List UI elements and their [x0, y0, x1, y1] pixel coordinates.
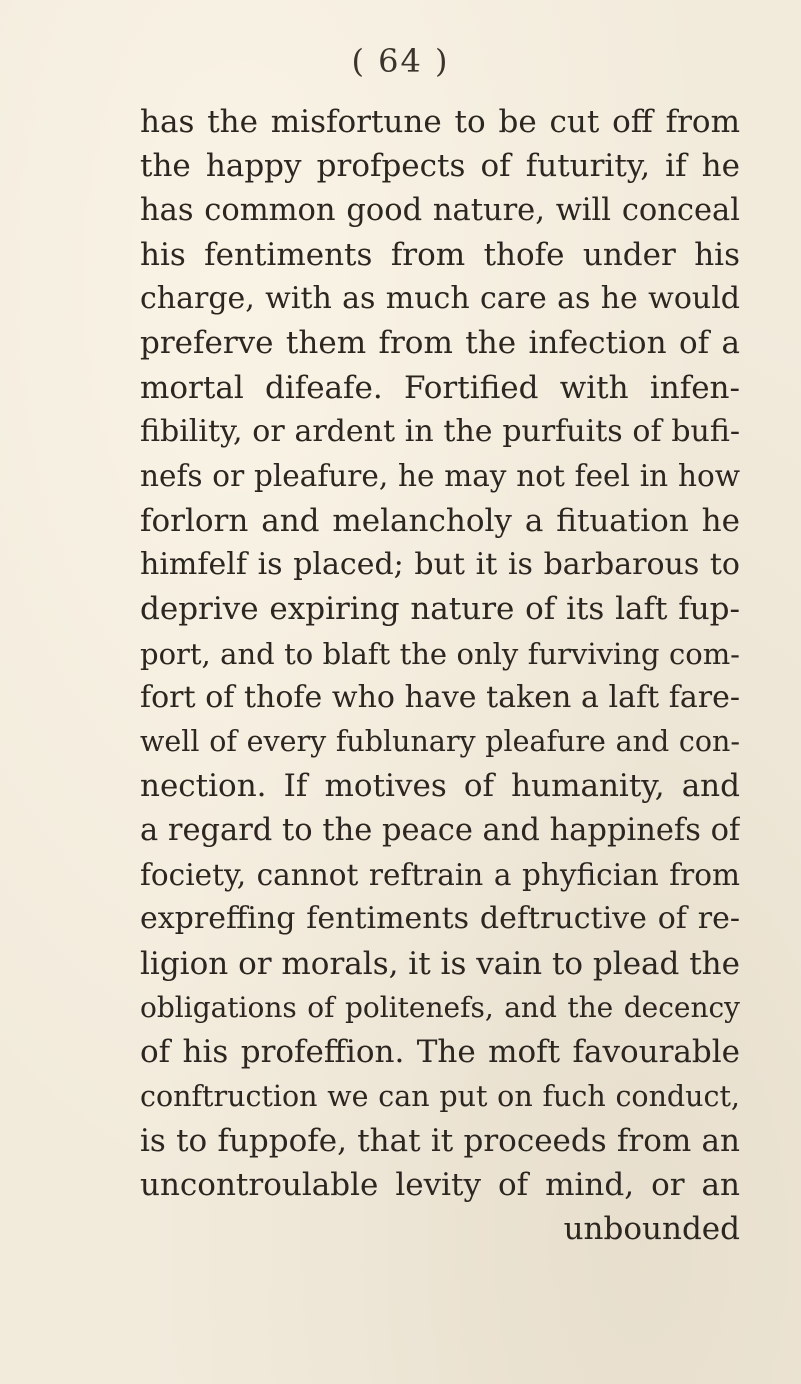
text-line: himfelf is placed; but it is barbarous to — [140, 546, 740, 582]
text-line: nection. If motives of humanity, and — [140, 768, 740, 805]
text-line: mortal difeafe. Fortified with infen- — [140, 369, 740, 406]
text-line: of his profeffion. The moft favourable — [140, 1034, 740, 1071]
text-line: has common good nature, will conceal — [140, 192, 740, 228]
text-line: obligations of politenefs, and the decency — [140, 990, 740, 1024]
text-line: ligion or morals, it is vain to plead the — [140, 945, 740, 982]
text-line: conftruction we can put on fuch conduct, — [140, 1079, 740, 1113]
text-line: well of every fublunary pleafure and con- — [140, 725, 740, 759]
text-line: the happy profpects of futurity, if he — [140, 148, 740, 185]
page-number: ( 64 ) — [351, 42, 450, 80]
catchword: unbounded — [563, 1211, 740, 1248]
text-line: preferve them from the infection of a — [140, 325, 740, 362]
text-line: expreffing fentiments deftructive of re- — [140, 901, 740, 937]
text-line: has the misfortune to be cut off from — [140, 104, 740, 140]
text-line: fociety, cannot reftrain a phyfician from — [140, 858, 740, 893]
text-line: forlorn and melancholy a fituation he — [140, 502, 740, 539]
text-line: his fentiments from thofe under his — [140, 236, 740, 273]
text-line: fibility, or ardent in the purfuits of bufi- — [140, 414, 740, 450]
text-line: port, and to blaft the only furviving com- — [140, 636, 740, 671]
text-line: a regard to the peace and happinefs of — [140, 812, 740, 848]
text-line: fort of thofe who have taken a laft fare- — [140, 679, 740, 715]
text-line: uncontroulable levity of mind, or an — [140, 1167, 740, 1204]
text-line: is to fuppofe, that it proceeds from an — [140, 1122, 740, 1159]
text-line: charge, with as much care as he would — [140, 281, 740, 317]
body-text — [140, 100, 740, 1252]
text-line: nefs or pleafure, he may not feel in how — [140, 459, 740, 494]
text-line: deprive expiring nature of its laft fup- — [140, 591, 740, 628]
